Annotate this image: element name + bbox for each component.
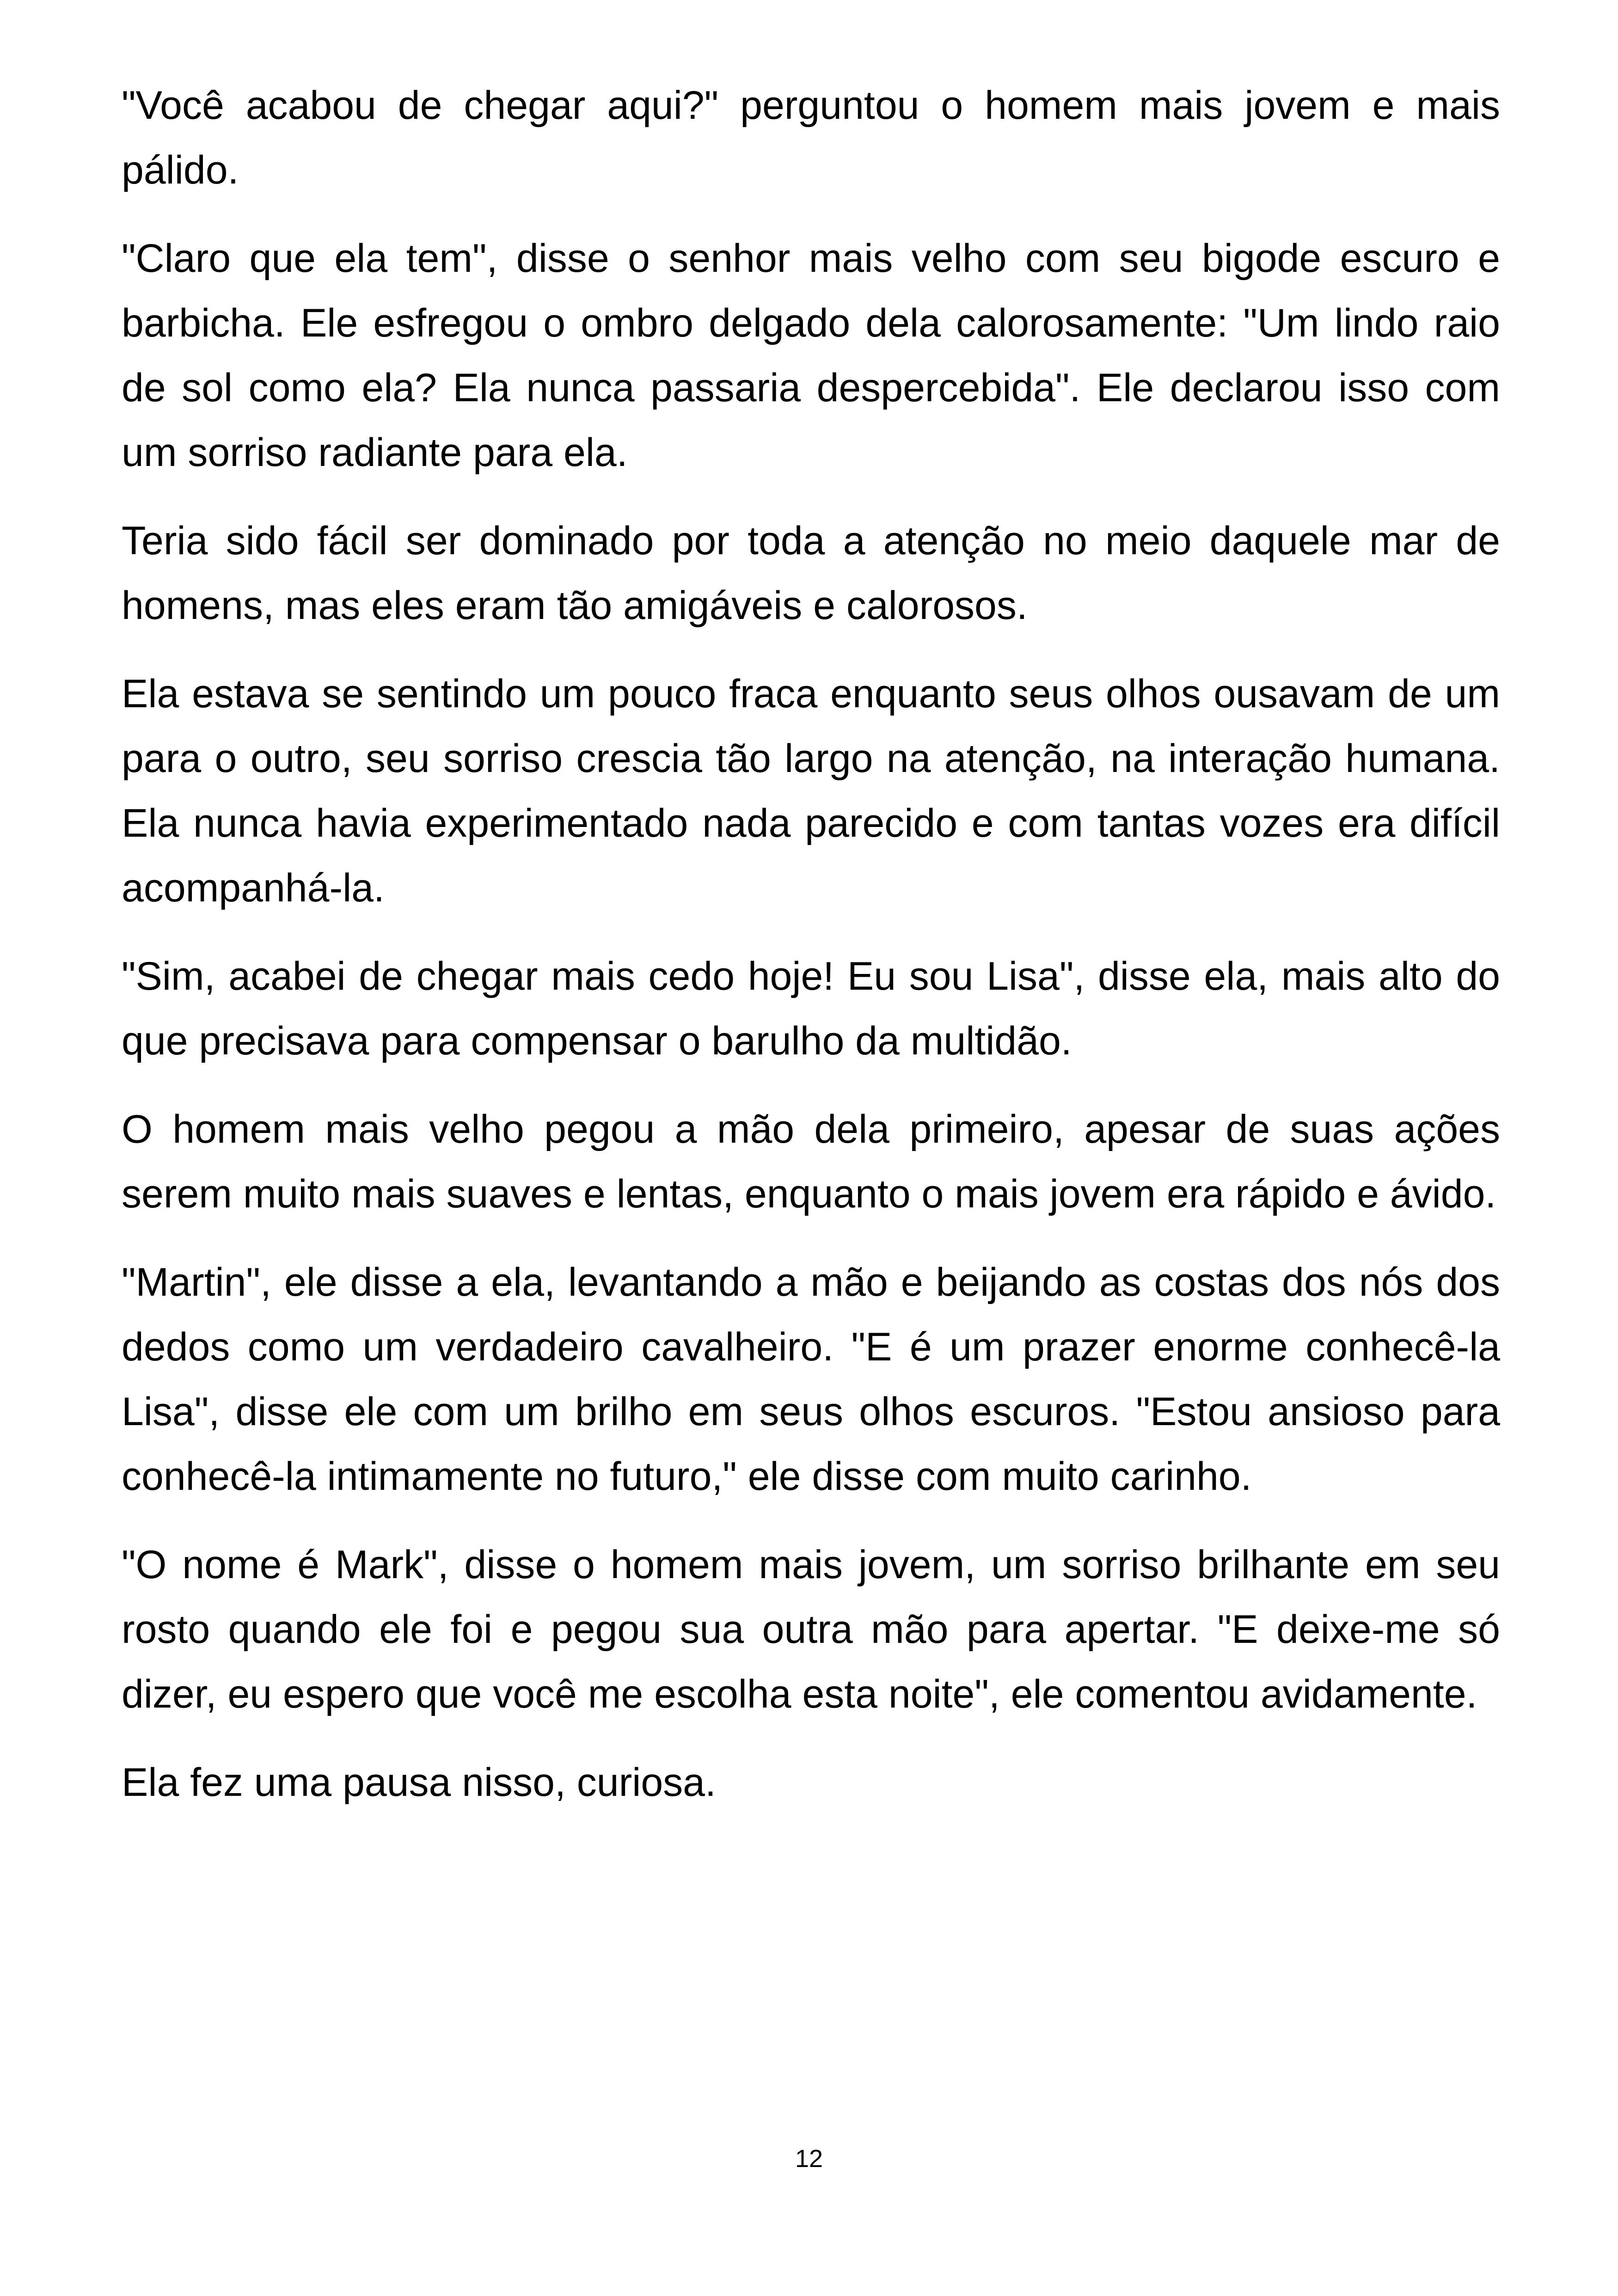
paragraph: O homem mais velho pegou a mão dela primeiro, apesar de suas ações serem muito mais suaves e lentas, enquanto o mais jovem era rápido e ávido.: [122, 1107, 1500, 1216]
paragraph: Teria sido fácil ser dominado por toda a atenção no meio daquele mar de homens, mas eles eram tão amigáveis e calorosos.: [122, 519, 1500, 628]
paragraph: "Sim, acabei de chegar mais cedo hoje! Eu sou Lisa", disse ela, mais alto do que precisava para compensar o barulho da multidão.: [122, 954, 1500, 1063]
page-number: 12: [795, 2145, 823, 2173]
paragraph: Ela fez uma pausa nisso, curiosa.: [122, 1760, 716, 1805]
paragraph: "Claro que ela tem", disse o senhor mais velho com seu bigode escuro e barbicha. Ele esfregou o ombro delgado dela calorosamente: "Um lindo raio de sol como ela? Ela nunca passaria despercebida". Ele declarou isso com um sorriso radiante para ela.: [122, 236, 1500, 475]
paragraph: "O nome é Mark", disse o homem mais jovem, um sorriso brilhante em seu rosto quando ele foi e pegou sua outra mão para apertar. "E deixe-me só dizer, eu espero que você me escolha esta noite", ele comentou avidamente.: [122, 1543, 1500, 1716]
paragraph: "Martin", ele disse a ela, levantando a mão e beijando as costas dos nós dos dedos como um verdadeiro cavalheiro. "E é um prazer enorme conhecê-la Lisa", disse ele com um brilho em seus olhos escuros. "Estou ansioso para conhecê-la intimamente no futuro," ele disse com muito carinho.: [122, 1260, 1500, 1499]
paragraph: "Você acabou de chegar aqui?" perguntou o homem mais jovem e mais pálido.: [122, 83, 1500, 192]
paragraph: Ela estava se sentindo um pouco fraca enquanto seus olhos ousavam de um para o outro, seu sorriso crescia tão largo na atenção, na interação humana. Ela nunca havia experimentado nada parecido e com tantas vozes era difícil acompanhá-la.: [122, 672, 1500, 910]
body-text: [122, 73, 1500, 1838]
